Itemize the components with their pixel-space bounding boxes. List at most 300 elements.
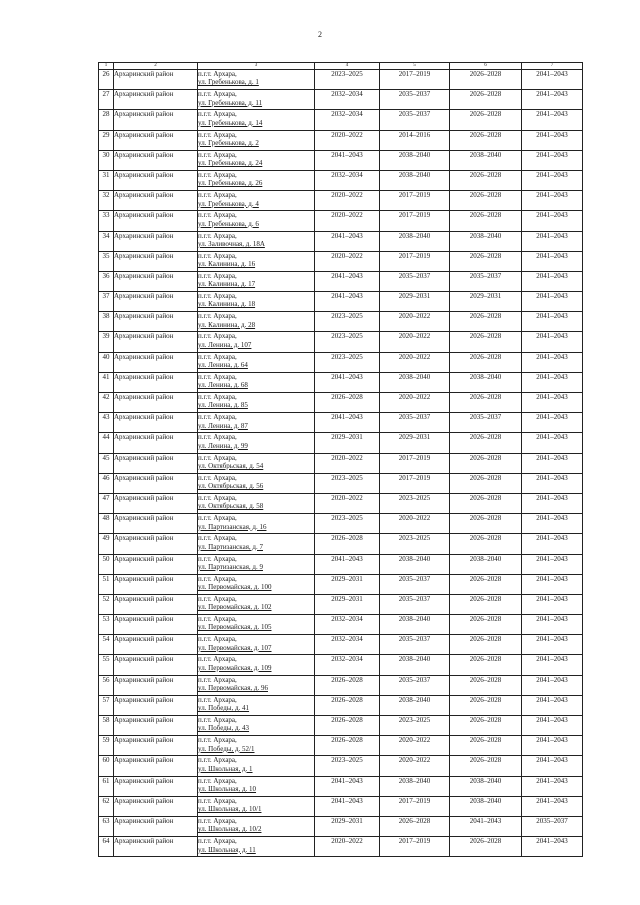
district-cell: Архаринский район [114,312,198,332]
period-cell-6: 2026–2028 [450,736,522,756]
period-cell-4: 2020–2022 [315,211,380,231]
address-cell [198,514,315,534]
address-street: ул. Гребенькова, д. 24 [198,159,263,168]
period-cell-7: 2041–2043 [522,231,583,251]
period-cell-6: 2026–2028 [450,574,522,594]
period-cell-6: 2038–2040 [450,231,522,251]
period-cell-6: 2026–2028 [450,534,522,554]
address-cell [198,776,315,796]
address-settlement: п.г.т. Архара, [198,292,237,301]
column-header: 6 [450,63,522,70]
period-cell-5: 2014–2016 [380,130,450,150]
district-cell: Архаринский район [114,251,198,271]
address-settlement: п.г.т. Архара, [198,534,237,543]
column-header: 4 [315,63,380,70]
table-row [99,413,583,433]
period-cell-7: 2041–2043 [522,574,583,594]
row-number: 30 [99,150,114,170]
address-street: ул. Партизанская, д. 9 [198,562,263,571]
address-settlement: п.г.т. Архара, [198,130,237,139]
period-cell-5: 2017–2019 [380,453,450,473]
column-header: 1 [99,63,114,70]
address-settlement: п.г.т. Архара, [198,352,237,361]
address-cell [198,70,315,90]
period-cell-4: 2023–2025 [315,473,380,493]
address-cell [198,816,315,836]
district-cell: Архаринский район [114,776,198,796]
address-cell [198,736,315,756]
table-row [99,796,583,816]
column-header: 2 [114,63,198,70]
table-row [99,695,583,715]
table-row [99,574,583,594]
address-street: ул. Первомайская, д. 100 [198,583,272,592]
address-street: ул. Октябрьская, д. 54 [198,461,264,470]
address-settlement: п.г.т. Архара, [198,271,237,280]
period-cell-6: 2038–2040 [450,776,522,796]
period-cell-5: 2029–2031 [380,292,450,312]
address-street: ул. Ленина, д. 85 [198,401,248,410]
column-header: 3 [198,63,315,70]
district-cell: Архаринский район [114,716,198,736]
table-row [99,756,583,776]
period-cell-7: 2041–2043 [522,534,583,554]
table-row [99,70,583,90]
period-cell-4: 2041–2043 [315,554,380,574]
district-cell: Архаринский район [114,70,198,90]
period-cell-4: 2023–2025 [315,332,380,352]
row-number: 50 [99,554,114,574]
address-settlement: п.г.т. Архара, [198,635,237,644]
period-cell-7: 2041–2043 [522,191,583,211]
address-street: ул. Первомайская, д. 102 [198,603,272,612]
schedule-table [98,62,583,857]
period-cell-5: 2029–2031 [380,433,450,453]
address-cell [198,332,315,352]
period-cell-6: 2026–2028 [450,473,522,493]
period-cell-4: 2029–2031 [315,594,380,614]
period-cell-4: 2023–2025 [315,70,380,90]
period-cell-4: 2026–2028 [315,736,380,756]
row-number: 27 [99,90,114,110]
address-street: ул. Гребенькова, д. 2 [198,138,259,147]
period-cell-4: 2026–2028 [315,675,380,695]
row-number: 44 [99,433,114,453]
address-street: ул. Гребенькова, д. 4 [198,199,259,208]
district-cell: Архаринский район [114,473,198,493]
address-street: ул. Партизанская, д. 7 [198,542,263,551]
period-cell-7: 2041–2043 [522,756,583,776]
period-cell-5: 2026–2028 [380,816,450,836]
period-cell-5: 2035–2037 [380,271,450,291]
period-cell-5: 2020–2022 [380,736,450,756]
period-cell-6: 2026–2028 [450,90,522,110]
address-street: ул. Школьная, д. 10 [198,784,257,793]
period-cell-4: 2032–2034 [315,615,380,635]
period-cell-5: 2020–2022 [380,352,450,372]
period-cell-7: 2041–2043 [522,130,583,150]
address-cell [198,574,315,594]
period-cell-7: 2041–2043 [522,655,583,675]
period-cell-7: 2041–2043 [522,90,583,110]
period-cell-7: 2041–2043 [522,372,583,392]
period-cell-6: 2026–2028 [450,110,522,130]
period-cell-5: 2020–2022 [380,312,450,332]
address-settlement: п.г.т. Архара, [198,231,237,240]
row-number: 48 [99,514,114,534]
address-settlement: п.г.т. Архара, [198,675,237,684]
district-cell: Архаринский район [114,453,198,473]
address-settlement: п.г.т. Архара, [198,473,237,482]
district-cell: Архаринский район [114,816,198,836]
address-settlement: п.г.т. Архара, [198,776,237,785]
period-cell-6: 2035–2037 [450,271,522,291]
period-cell-4: 2020–2022 [315,837,380,857]
period-cell-7: 2041–2043 [522,352,583,372]
row-number: 56 [99,675,114,695]
address-settlement: п.г.т. Архара, [198,493,237,502]
table-row [99,837,583,857]
row-number: 57 [99,695,114,715]
period-cell-6: 2026–2028 [450,191,522,211]
period-cell-6: 2038–2040 [450,796,522,816]
period-cell-5: 2035–2037 [380,594,450,614]
period-cell-4: 2032–2034 [315,635,380,655]
address-cell [198,594,315,614]
period-cell-5: 2017–2019 [380,191,450,211]
period-cell-4: 2020–2022 [315,251,380,271]
district-cell: Архаринский район [114,292,198,312]
address-street: ул. Ленина, д. 107 [198,340,252,349]
period-cell-5: 2023–2025 [380,716,450,736]
address-cell [198,352,315,372]
address-settlement: п.г.т. Архара, [198,554,237,563]
district-cell: Архаринский район [114,433,198,453]
period-cell-7: 2041–2043 [522,594,583,614]
address-cell [198,130,315,150]
period-cell-5: 2038–2040 [380,150,450,170]
address-street: ул. Победы, д. 52/1 [198,744,255,753]
address-cell [198,170,315,190]
table-row [99,292,583,312]
period-cell-7: 2041–2043 [522,716,583,736]
address-settlement: п.г.т. Архара, [198,615,237,624]
period-cell-5: 2020–2022 [380,332,450,352]
period-cell-5: 2017–2019 [380,251,450,271]
header-row [99,63,583,70]
district-cell: Архаринский район [114,655,198,675]
table-row [99,514,583,534]
district-cell: Архаринский район [114,191,198,211]
row-number: 60 [99,756,114,776]
period-cell-6: 2041–2043 [450,816,522,836]
period-cell-4: 2026–2028 [315,393,380,413]
address-street: ул. Школьная, д. 11 [198,845,256,854]
district-cell: Архаринский район [114,413,198,433]
table-row [99,211,583,231]
district-cell: Архаринский район [114,271,198,291]
address-street: ул. Первомайская, д. 109 [198,663,272,672]
address-cell [198,231,315,251]
period-cell-6: 2026–2028 [450,615,522,635]
period-cell-4: 2023–2025 [315,756,380,776]
table-row [99,675,583,695]
address-street: ул. Первомайская, д. 96 [198,684,268,693]
address-street: ул. Победы, д. 41 [198,704,250,713]
period-cell-5: 2017–2019 [380,796,450,816]
row-number: 54 [99,635,114,655]
row-number: 33 [99,211,114,231]
period-cell-6: 2026–2028 [450,493,522,513]
address-cell [198,493,315,513]
address-cell [198,372,315,392]
period-cell-5: 2035–2037 [380,574,450,594]
address-settlement: п.г.т. Архара, [198,70,237,78]
row-number: 34 [99,231,114,251]
address-cell [198,837,315,857]
period-cell-7: 2041–2043 [522,211,583,231]
period-cell-7: 2041–2043 [522,170,583,190]
period-cell-5: 2020–2022 [380,514,450,534]
row-number: 26 [99,70,114,90]
period-cell-4: 2041–2043 [315,776,380,796]
period-cell-6: 2026–2028 [450,453,522,473]
address-cell [198,716,315,736]
period-cell-7: 2041–2043 [522,635,583,655]
address-street: ул. Гребенькова, д. 26 [198,179,263,188]
address-settlement: п.г.т. Архара, [198,594,237,603]
address-cell [198,635,315,655]
period-cell-6: 2026–2028 [450,130,522,150]
address-settlement: п.г.т. Архара, [198,90,237,99]
address-settlement: п.г.т. Архара, [198,695,237,704]
period-cell-6: 2026–2028 [450,655,522,675]
period-cell-4: 2041–2043 [315,150,380,170]
period-cell-4: 2041–2043 [315,413,380,433]
row-number: 37 [99,292,114,312]
period-cell-4: 2020–2022 [315,130,380,150]
district-cell: Архаринский район [114,514,198,534]
table-row [99,493,583,513]
row-number: 47 [99,493,114,513]
period-cell-7: 2041–2043 [522,493,583,513]
period-cell-6: 2026–2028 [450,716,522,736]
period-cell-6: 2038–2040 [450,554,522,574]
period-cell-4: 2026–2028 [315,695,380,715]
address-street: ул. Гребенькова, д. 11 [198,98,263,107]
address-street: ул. Калинина, д. 28 [198,320,256,329]
district-cell: Архаринский район [114,211,198,231]
period-cell-6: 2035–2037 [450,413,522,433]
address-street: ул. Октябрьская, д. 58 [198,502,264,511]
table-row [99,816,583,836]
period-cell-5: 2020–2022 [380,393,450,413]
address-cell [198,271,315,291]
column-header: 5 [380,63,450,70]
period-cell-5: 2038–2040 [380,170,450,190]
row-number: 52 [99,594,114,614]
address-cell [198,433,315,453]
district-cell: Архаринский район [114,574,198,594]
address-settlement: п.г.т. Архара, [198,251,237,260]
period-cell-4: 2026–2028 [315,716,380,736]
period-cell-4: 2029–2031 [315,433,380,453]
address-settlement: п.г.т. Архара, [198,393,237,401]
address-cell [198,211,315,231]
address-settlement: п.г.т. Архара, [198,655,237,664]
table-row [99,150,583,170]
table-row [99,170,583,190]
period-cell-7: 2041–2043 [522,271,583,291]
address-street: ул. Калинина, д. 17 [198,280,256,289]
row-number: 36 [99,271,114,291]
address-settlement: п.г.т. Архара, [198,170,237,179]
period-cell-4: 2041–2043 [315,796,380,816]
period-cell-5: 2035–2037 [380,90,450,110]
period-cell-5: 2017–2019 [380,473,450,493]
period-cell-5: 2017–2019 [380,70,450,90]
address-settlement: п.г.т. Архара, [198,514,237,523]
table-row [99,635,583,655]
table-row [99,615,583,635]
district-cell: Архаринский район [114,695,198,715]
row-number: 59 [99,736,114,756]
address-street: ул. Ленина, д. 87 [198,421,248,430]
row-number: 40 [99,352,114,372]
district-cell: Архаринский район [114,170,198,190]
period-cell-6: 2026–2028 [450,251,522,271]
row-number: 51 [99,574,114,594]
address-street: ул. Победы, д. 43 [198,724,250,733]
address-cell [198,453,315,473]
period-cell-4: 2032–2034 [315,655,380,675]
address-cell [198,110,315,130]
address-settlement: п.г.т. Архара, [198,736,237,745]
address-settlement: п.г.т. Архара, [198,756,237,765]
address-settlement: п.г.т. Архара, [198,332,237,341]
address-cell [198,191,315,211]
table-body [99,70,583,857]
page-number: 2 [318,30,322,39]
period-cell-5: 2038–2040 [380,655,450,675]
district-cell: Архаринский район [114,736,198,756]
period-cell-7: 2041–2043 [522,615,583,635]
period-cell-6: 2026–2028 [450,433,522,453]
period-cell-5: 2038–2040 [380,615,450,635]
table-row [99,251,583,271]
period-cell-6: 2026–2028 [450,675,522,695]
period-cell-4: 2020–2022 [315,493,380,513]
address-street: ул. Ленина, д. 68 [198,381,248,390]
period-cell-6: 2026–2028 [450,393,522,413]
row-number: 61 [99,776,114,796]
period-cell-7: 2041–2043 [522,110,583,130]
period-cell-7: 2041–2043 [522,393,583,413]
period-cell-4: 2029–2031 [315,574,380,594]
period-cell-7: 2041–2043 [522,332,583,352]
period-cell-6: 2026–2028 [450,170,522,190]
table-row [99,130,583,150]
address-street: ул. Гребенькова, д. 6 [198,219,259,228]
row-number: 38 [99,312,114,332]
address-street: ул. Гребенькова, д. 14 [198,118,263,127]
period-cell-4: 2041–2043 [315,231,380,251]
address-street: ул. Калинина, д. 16 [198,260,256,269]
district-cell: Архаринский район [114,90,198,110]
period-cell-6: 2026–2028 [450,312,522,332]
district-cell: Архаринский район [114,150,198,170]
address-settlement: п.г.т. Архара, [198,150,237,159]
period-cell-7: 2041–2043 [522,554,583,574]
period-cell-4: 2023–2025 [315,514,380,534]
period-cell-5: 2035–2037 [380,635,450,655]
period-cell-4: 2032–2034 [315,170,380,190]
period-cell-7: 2041–2043 [522,292,583,312]
address-cell [198,312,315,332]
address-street: ул. Ленина, д. 64 [198,361,248,370]
period-cell-7: 2041–2043 [522,695,583,715]
district-cell: Архаринский район [114,393,198,413]
period-cell-5: 2038–2040 [380,372,450,392]
address-cell [198,675,315,695]
address-cell [198,695,315,715]
address-street: ул. Школьная, д. 1 [198,764,253,773]
row-number: 32 [99,191,114,211]
period-cell-6: 2026–2028 [450,594,522,614]
period-cell-4: 2032–2034 [315,110,380,130]
address-cell [198,90,315,110]
row-number: 53 [99,615,114,635]
table-row [99,372,583,392]
table-row [99,433,583,453]
period-cell-7: 2041–2043 [522,312,583,332]
period-cell-6: 2026–2028 [450,332,522,352]
row-number: 41 [99,372,114,392]
period-cell-5: 2023–2025 [380,534,450,554]
column-header: 7 [522,63,583,70]
address-settlement: п.г.т. Архара, [198,816,237,825]
address-street: ул. Заливочная, д. 18А [198,239,265,248]
period-cell-5: 2038–2040 [380,776,450,796]
address-cell [198,796,315,816]
address-street: ул. Калинина, д. 18 [198,300,256,309]
address-cell [198,756,315,776]
period-cell-7: 2041–2043 [522,736,583,756]
table-row [99,90,583,110]
address-street: ул. Первомайская, д. 107 [198,643,272,652]
period-cell-5: 2035–2037 [380,675,450,695]
row-number: 62 [99,796,114,816]
district-cell: Архаринский район [114,110,198,130]
table-row [99,332,583,352]
district-cell: Архаринский район [114,796,198,816]
table-row [99,594,583,614]
row-number: 45 [99,453,114,473]
table-row [99,352,583,372]
address-cell [198,393,315,413]
period-cell-5: 2017–2019 [380,837,450,857]
address-settlement: п.г.т. Архара, [198,191,237,200]
period-cell-5: 2035–2037 [380,110,450,130]
period-cell-7: 2035–2037 [522,816,583,836]
period-cell-5: 2023–2025 [380,493,450,513]
address-street: ул. Ленина, д. 99 [198,441,248,450]
period-cell-5: 2038–2040 [380,695,450,715]
period-cell-6: 2026–2028 [450,635,522,655]
period-cell-4: 2020–2022 [315,453,380,473]
district-cell: Архаринский район [114,837,198,857]
table-row [99,534,583,554]
